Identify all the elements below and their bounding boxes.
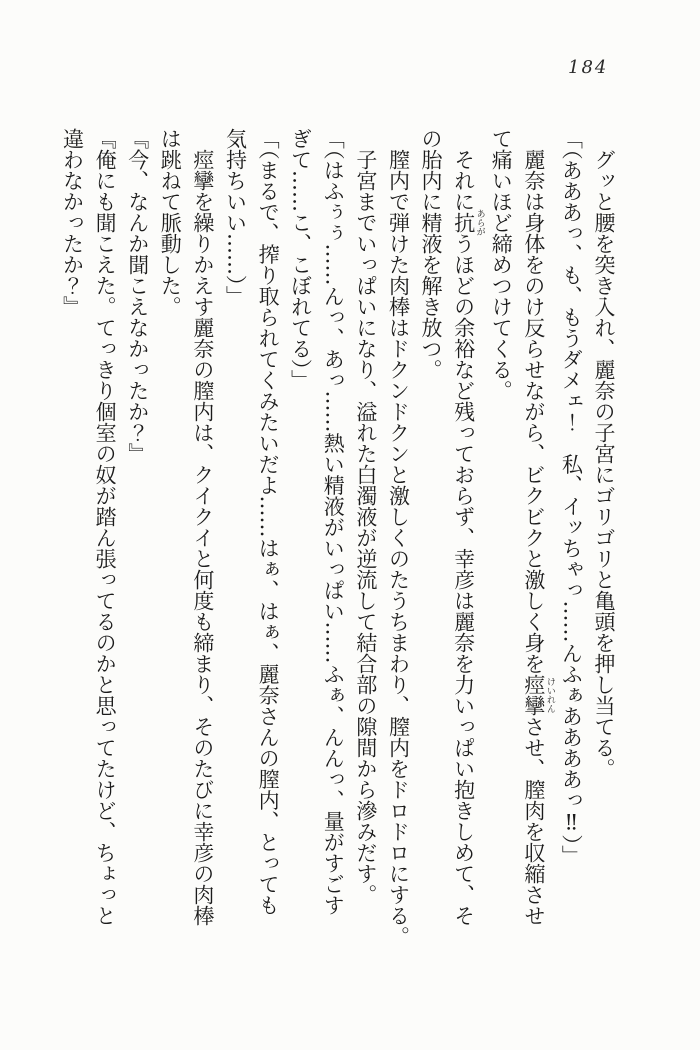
- text-column: 膣内で弾けた肉棒はドクンドクンと激しくのたうちまわり、膣内をドロドロにする。: [386, 149, 411, 947]
- text-column: 「（あああっ、も、もうダメェ！ 私、イッちゃっ……んふぁああああっ‼）」: [559, 128, 584, 866]
- text-column: 痙攣を繰りかえす麗奈の膣内は、クイクイと何度も締まり、そのたびに幸彦の肉棒: [190, 149, 215, 926]
- furigana-ruby: 痙攣 けいれん: [521, 674, 555, 716]
- page-number: 184: [568, 57, 609, 78]
- text-column: 『俺にも聞こえた。てっきり個室の奴が踏ん張ってるのかと思ってたけど、ちょっと: [93, 128, 118, 926]
- furigana-text: あらが: [474, 209, 485, 236]
- text-column: は跳ねて脈動した。: [158, 128, 183, 317]
- furigana-text: けいれん: [544, 674, 555, 716]
- text-column: それに抗 あらがうほどの余裕など残っておらず、幸彦は麗奈を力いっぱい抱きしめて、そ: [451, 149, 485, 926]
- text-column: 子宮までいっぱいになり、溢れた白濁液が逆流して結合部の隙間から滲みだす。: [353, 149, 378, 905]
- text-column: ぎて……こ、こぼれてる）」: [288, 128, 313, 391]
- text-column: 気持ちいい……）」: [223, 128, 248, 307]
- text-column: の胎内に精液を解き放つ。: [419, 128, 444, 380]
- text-block: [56, 128, 620, 950]
- text-column: 違わなかったか？』: [60, 128, 85, 317]
- text-column: グッと腰を突き入れ、麗奈の子宮にゴリゴリと亀頭を押し当てる。: [592, 149, 616, 779]
- text-column: 「（まるで、搾り取られてくみたいだよ……はぁ、はぁ、麗奈さんの膣内、とっても: [256, 128, 281, 916]
- text-column: て痛いほど締めつけてくる。: [489, 128, 514, 401]
- furigana-ruby: 抗 あらが: [451, 209, 485, 236]
- text-column: 「（はふぅぅ……んっ、あっ……熱い精液がいっぱい……ふぁ、んんっ、量がすごす: [321, 128, 346, 916]
- text-column: 『今、なんか聞こえなかったか？』: [125, 128, 150, 464]
- text-column: 麗奈は身体をのけ反らせながら、ビクビクと激しく身を痙攣 けいれんさせ、膣肉を収縮させ: [521, 149, 555, 926]
